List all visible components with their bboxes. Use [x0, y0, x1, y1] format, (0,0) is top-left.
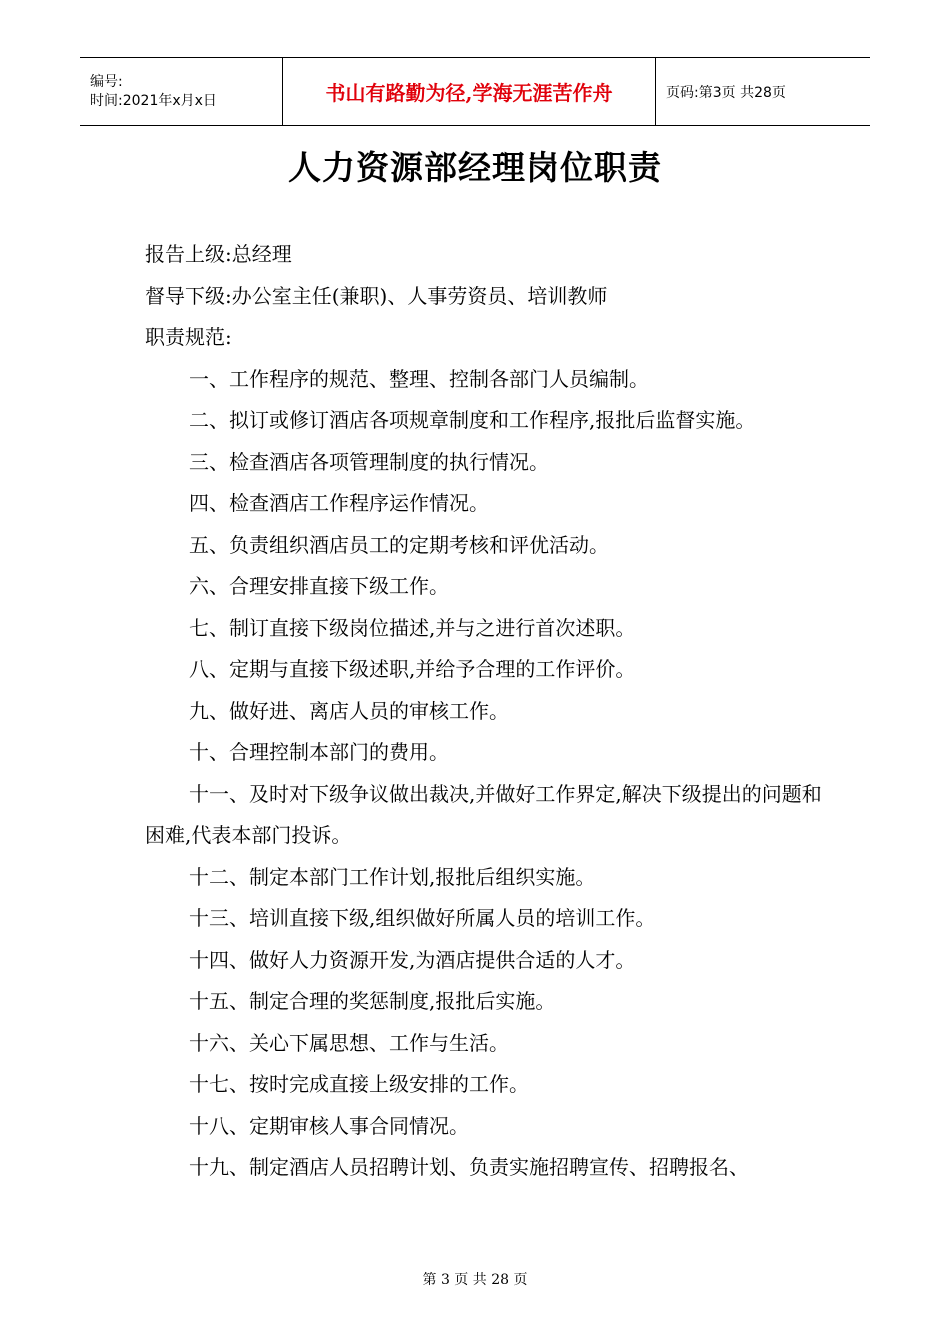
duty-item: 十六、关心下属思想、工作与生活。	[189, 1030, 509, 1055]
duty-item: 十七、按时完成直接上级安排的工作。	[189, 1072, 529, 1096]
document-date: 时间:2021年x月x日	[90, 92, 217, 109]
report-to-field: 报告上级:总经理	[145, 242, 292, 266]
header-meta	[80, 58, 282, 125]
document-number-label: 编号:	[90, 73, 123, 90]
duty-item: 八、定期与直接下级述职,并给予合理的工作评价。	[189, 657, 636, 681]
duty-item: 十八、定期审核人事合同情况。	[189, 1113, 469, 1138]
duty-item: 十九、制定酒店人员招聘计划、负责实施招聘宣传、招聘报名、	[189, 1155, 749, 1179]
duty-item: 三、检查酒店各项管理制度的执行情况。	[189, 449, 549, 474]
supervise-field: 督导下级:办公室主任(兼职)、人事劳资员、培训教师	[145, 283, 608, 308]
duty-item: 十一、及时对下级争议做出裁决,并做好工作界定,解决下级提出的问题和困难,代表本部门投诉。	[145, 781, 822, 847]
duty-item: 六、合理安排直接下级工作。	[189, 574, 449, 598]
duty-item: 九、做好进、离店人员的审核工作。	[189, 698, 509, 723]
document-body	[145, 234, 825, 1189]
header-page-info: 页码:第3页 共28页	[666, 84, 786, 101]
duty-item: 十、合理控制本部门的费用。	[189, 740, 449, 764]
document-header	[80, 57, 870, 126]
duty-item: 十四、做好人力资源开发,为酒店提供合适的人才。	[189, 947, 636, 972]
page-title: 人力资源部经理岗位职责	[288, 148, 662, 187]
duty-item: 十三、培训直接下级,组织做好所属人员的培训工作。	[189, 906, 656, 930]
duty-item: 十五、制定合理的奖惩制度,报批后实施。	[189, 989, 556, 1013]
duty-item: 一、工作程序的规范、整理、控制各部门人员编制。	[189, 366, 649, 391]
page-footer: 第 3 页 共 28 页	[422, 1272, 528, 1288]
header-motto: 书山有路勤为径,学海无涯苦作舟	[282, 58, 656, 125]
duty-item: 十二、制定本部门工作计划,报批后组织实施。	[189, 864, 596, 889]
duty-item: 七、制订直接下级岗位描述,并与之进行首次述职。	[189, 615, 636, 640]
duty-item: 五、负责组织酒店员工的定期考核和评优活动。	[189, 532, 609, 557]
duties-heading: 职责规范:	[145, 325, 232, 349]
duty-item: 二、拟订或修订酒店各项规章制度和工作程序,报批后监督实施。	[189, 408, 756, 432]
duty-item: 四、检查酒店工作程序运作情况。	[189, 491, 489, 515]
